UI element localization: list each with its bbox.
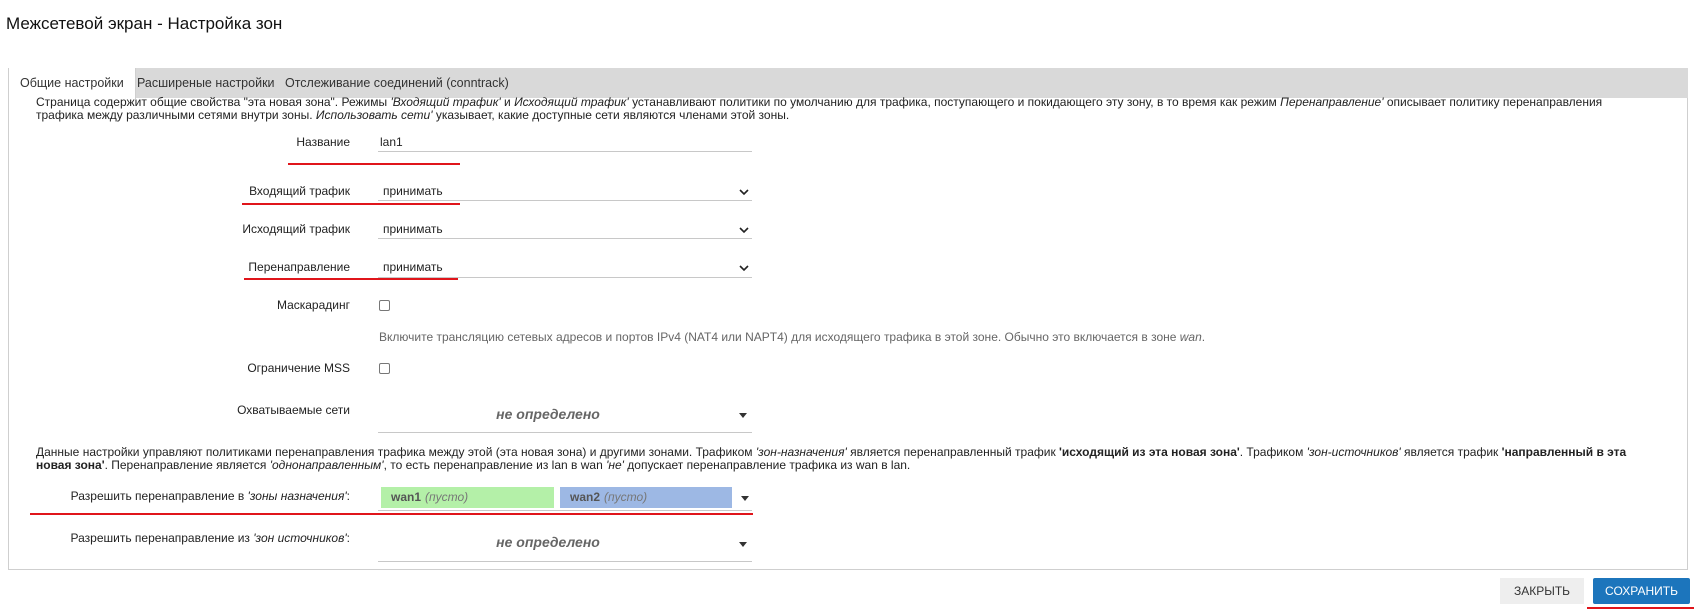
networks-select[interactable]: не определено <box>496 406 600 422</box>
input-select[interactable]: принимать <box>383 184 443 198</box>
zone-chip-wan1[interactable]: wan1 (пусто) <box>381 487 554 508</box>
highlight-input <box>242 203 460 205</box>
chevron-down-icon[interactable] <box>739 225 749 235</box>
dest-zones-label: Разрешить перенаправление в 'зоны назначения': <box>70 489 350 503</box>
chevron-down-icon[interactable] <box>739 187 749 197</box>
forward-label: Перенаправление <box>248 260 350 274</box>
caret-down-icon[interactable] <box>741 496 749 501</box>
mss-checkbox[interactable] <box>379 363 390 374</box>
dest-zones-underline <box>378 510 752 511</box>
highlight-save <box>1587 607 1694 609</box>
save-button[interactable]: СОХРАНИТЬ <box>1593 578 1690 604</box>
caret-down-icon[interactable] <box>739 542 747 547</box>
name-underline <box>378 151 752 152</box>
highlight-dest-zones <box>30 513 753 515</box>
output-label: Исходящий трафик <box>242 222 350 236</box>
tab-advanced[interactable]: Расширеные настройки <box>137 76 275 90</box>
close-button[interactable]: ЗАКРЫТЬ <box>1500 578 1584 604</box>
forward-select[interactable]: принимать <box>383 260 443 274</box>
output-underline <box>378 238 752 239</box>
intro-description: Страница содержит общие свойства "эта новая зона". Режимы 'Входящий трафик' и Исходящий трафик' устанавливают политики по умолчанию для трафика, поступающего и покидающего эту зону, в то время как режим Перенаправление' описывает политику перенаправления трафика между различными сетями внутри зоны. Использовать сети' указывает, какие доступные сети являются членами этой зоны. <box>36 95 1603 122</box>
chevron-down-icon[interactable] <box>739 263 749 273</box>
forwarding-description: Данные настройки управляют политиками перенаправления трафика между этой (эта новая зона) и другими зонами. Трафиком 'зон-назначения' является перенаправленный трафик 'исходящий из эта новая зона'. Трафиком 'зон-источников' является трафик 'направленный в эта новая зона'. Перенаправление является 'однонаправленным', то есть перенаправление из lan в wan 'не' допускает перенаправление трафика из wan в lan. <box>36 445 1627 472</box>
src-zones-label: Разрешить перенаправление из 'зон источников': <box>70 531 350 545</box>
name-label: Название <box>296 135 350 149</box>
masq-checkbox[interactable] <box>379 300 390 311</box>
tab-general[interactable]: Общие настройки <box>8 68 136 99</box>
mss-label: Ограничение MSS <box>247 361 350 375</box>
highlight-forward <box>244 278 458 280</box>
zone-chip-wan2[interactable]: wan2 (пусто) <box>560 487 732 508</box>
caret-down-icon[interactable] <box>739 413 747 418</box>
input-label: Входящий трафик <box>249 184 350 198</box>
masq-label: Маскарадинг <box>276 298 350 312</box>
networks-underline <box>378 432 752 433</box>
src-zones-select[interactable]: не определено <box>496 534 600 550</box>
masq-hint: Включите трансляцию сетевых адресов и портов IPv4 (NAT4 или NAPT4) для исходящего трафика в этой зоне. Обычно это включается в зоне wan. <box>379 330 1206 344</box>
highlight-name <box>288 163 460 165</box>
page-title: Межсетевой экран - Настройка зон <box>6 14 283 33</box>
networks-label: Охватываемые сети <box>237 403 350 417</box>
input-underline <box>378 200 752 201</box>
tab-conntrack[interactable]: Отслеживание соединений (conntrack) <box>285 76 509 90</box>
output-select[interactable]: принимать <box>383 222 443 236</box>
src-zones-underline <box>378 561 752 562</box>
tab-bar <box>8 68 1688 98</box>
name-input[interactable]: lan1 <box>380 135 403 149</box>
